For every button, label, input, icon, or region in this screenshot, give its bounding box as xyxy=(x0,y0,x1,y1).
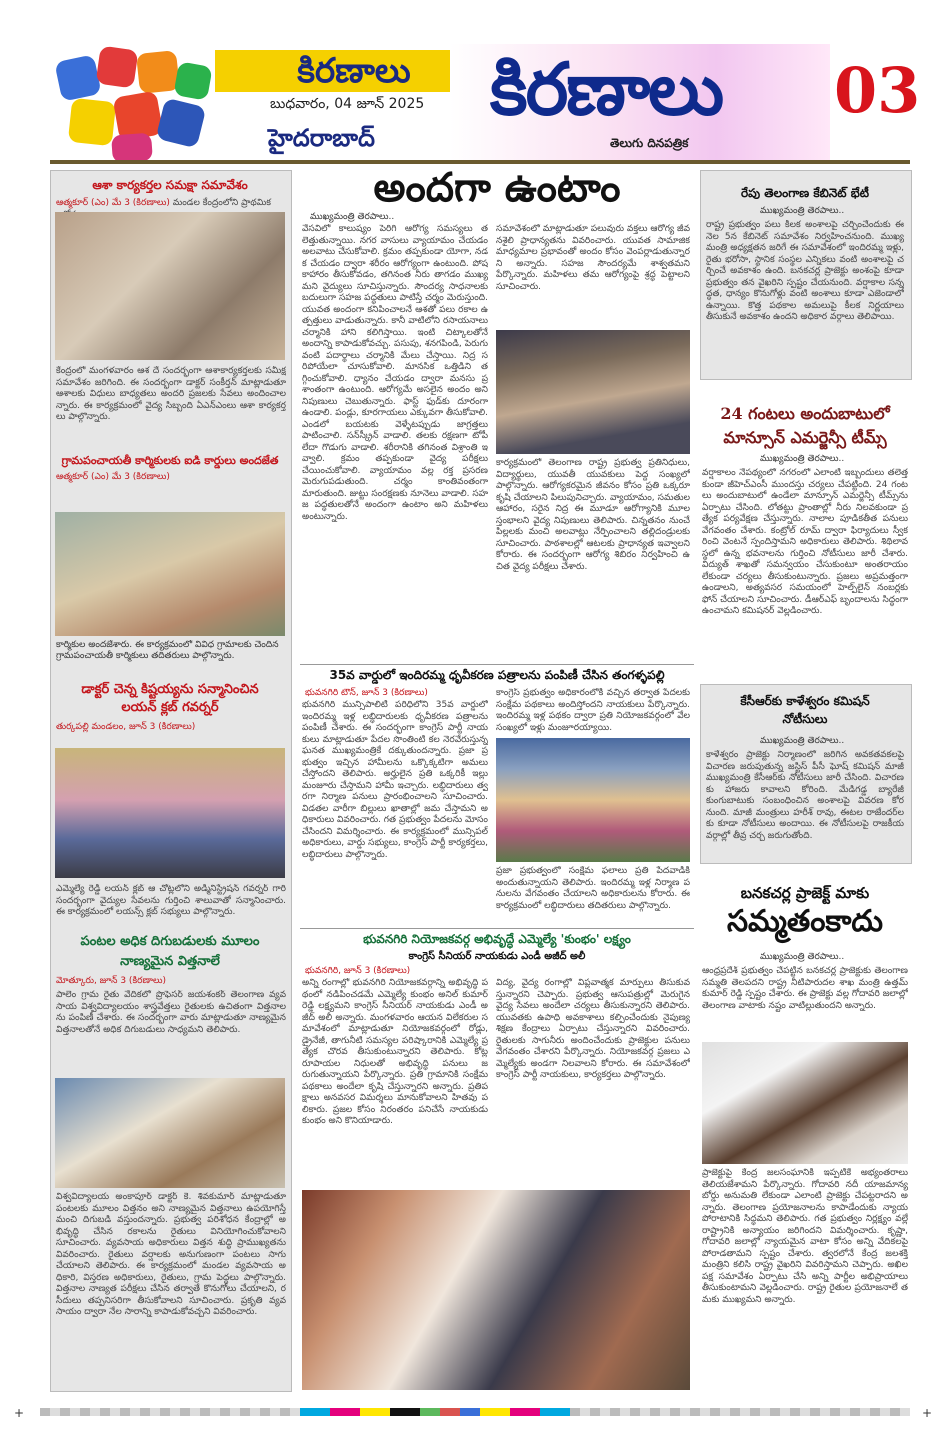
body-kumbham-col2: విద్య, వైద్య రంగాల్లో విప్లవాత్మక మార్పులు తీసుకువస్తున్నారని చెప్పారు. ప్రభుత్వ ఆసుపత్రుల్లో మెరుగైన వైద్య సేవలు అందేలా చర్యలు తీసుకున్నారని తెలిపారు. యువతకు ఉపాధి అవకాశాలు కల్పించేందుకు నైపుణ్య శిక్షణ కేంద్రాలు ఏర్పాటు చేస్తున్నారని వివరించారు. రైతులకు సాగునీరు అందించేందుకు ప్రాజెక్టుల పనులు వేగవంతం చేశారని పేర్కొన్నారు. నియోజకవర్గ ప్రజలు ఎమ్మెల్యేకు అండగా నిలవాలని కోరారు. ఈ సమావేశంలో కాంగ్రెస్ పార్టీ నాయకులు, కార్యకర్తలు పాల్గొన్నారు. xyxy=(496,978,690,1080)
photo-id-cards xyxy=(55,512,285,636)
body-banakacherla-2: ప్రాజెక్టుపై కేంద్ర జలసంఘానికి ఇప్పటికే అభ్యంతరాలు తెలియజేశామని పేర్కొన్నారు. గోదావరి నదీ యాజమాన్య బోర్డు అనుమతి లేకుండా ఎలాంటి ప్రాజెక్టు చేపట్టరాదని అన్నారు. తెలంగాణ ప్రయోజనాలను కాపాడేందుకు న్యాయపోరాటానికి సిద్ధమని తెలిపారు. గత ప్రభుత్వం నిర్లక్ష్యం వల్లే రాష్ట్రానికి అన్యాయం జరిగిందని విమర్శించారు. కృష్ణా, గోదావరి జలాల్లో న్యాయమైన వాటా కోసం అన్ని వేదికలపై పోరాడతామని స్పష్టం చేశారు. త్వరలోనే కేంద్ర జలశక్తి మంత్రిని కలిసి రాష్ట్ర వైఖరిని వివరిస్తామని చెప్పారు. అఖిలపక్ష సమావేశం ఏర్పాటు చేసి అన్ని పార్టీల అభిప్రాయాలు తీసుకుంటామని వెల్లడించారు. రాష్ట్ర రైతుల ప్రయోజనాలే తమకు ముఖ్యమని అన్నారు. xyxy=(702,1168,908,1305)
body-indiramma-col3: ప్రజా ప్రభుత్వంలో సంక్షేమ ఫలాలు ప్రతి పేదవాడికి అందుతున్నాయని తెలిపారు. ఇందిరమ్మ ఇళ్ల నిర్మాణ పనులను వేగవంతం చేయాలని అధికారులను కోరారు. ఈ కార్యక్రమంలో లబ్ధిదారులు తదితరులు పాల్గొన్నారు. xyxy=(496,866,690,911)
body-cabinet: రాష్ట్ర ప్రభుత్వం పలు కీలక అంశాలపై చర్చించేందుకు ఈ నెల 5న కేబినెట్ సమావేశం నిర్వహించనుంది. ముఖ్యమంత్రి అధ్యక్షతన జరిగే ఈ సమావేశంలో ఇందిరమ్మ ఇళ్లు, రైతు భరోసా, స్థానిక సంస్థల ఎన్నికలు వంటి అంశాలపై చర్చించే అవకాశం ఉంది. బనకచర్ల ప్రాజెక్టు అంశంపై కూడా ప్రభుత్వం తన వైఖరిని స్పష్టం చేయనుంది. వర్షాకాల సన్నద్ధత, ధాన్యం కొనుగోళ్లు వంటి అంశాలు కూడా ఎజెండాలో ఉన్నాయి. కొత్త పథకాల అమలుపై కీలక నిర్ణయాలు తీసుకునే అవకాశం ఉందని అధికార వర్గాలు తెలిపాయి. xyxy=(706,220,904,322)
byline-cabinet: ముఖ్యమంత్రి తెరపాలు.. xyxy=(760,206,845,216)
brand-logo-small: కిరణాలు xyxy=(215,50,493,92)
lead-headline: అందగా ఉంటాం xyxy=(373,164,621,211)
edition-city: హైదరాబాద్ xyxy=(268,124,375,152)
lead-byline: ముఖ్యమంత్రి తెరపాలు.. xyxy=(310,212,395,222)
body-indiramma-col2: కాంగ్రెస్ ప్రభుత్వం అధికారంలోకి వచ్చిన తర్వాత పేదలకు సంక్షేమ పథకాలు అందిస్తోందని నాయకులు పేర్కొన్నారు. ఇందిరమ్మ ఇళ్ల పథకం ద్వారా ప్రతి నియోజకవర్గంలో వేల సంఖ్యలో ఇళ్లు మంజూరయ్యాయి. xyxy=(496,688,690,733)
photo-lions-felicitation xyxy=(55,748,285,878)
lead-asha: మండల కేంద్రంలోని ప్రాథమిక xyxy=(172,198,271,208)
headline-banakacherla-1: బనకచర్ల ప్రాజెక్ట్ మాకు xyxy=(740,884,870,902)
headline-lions-1: డాక్టర్ చెన్న కిష్టయ్యను సన్మానించిన xyxy=(81,682,259,697)
divider xyxy=(300,664,694,665)
body-banakacherla-1: ఆంధ్రప్రదేశ్ ప్రభుత్వం చేపట్టిన బనకచర్ల ప్రాజెక్టుకు తెలంగాణ సమ్మతి తెలపదని రాష్ట్ర నీటిపారుదల శాఖ మంత్రి ఉత్తమ్ కుమార్ రెడ్డి స్పష్టం చేశారు. ఈ ప్రాజెక్టు వల్ల గోదావరి జలాల్లో తెలంగాణ వాటాకు నష్టం వాటిల్లుతుందని అన్నారు. xyxy=(702,966,908,1011)
subhead-kumbham: కాంగ్రెస్ సీనియర్ నాయకుడు ఎండీ అజీద్ అలీ xyxy=(408,951,586,962)
photo-certificate-handover xyxy=(302,1190,690,1390)
photo-indiramma-distribution xyxy=(496,738,690,862)
headline-seeds-1: పంటల అధిక దిగుబడులకు మూలం xyxy=(80,934,260,949)
body-asha: కేంద్రంలో మంగళవారం ఆశ దే సందర్భంగా ఆశాకార్యకర్తలకు సమీక్ష సమావేశం జరిగింది. ఈ సందర్భంగా డాక్టర్ సంకీర్తన్ మాట్లాడుతూ ఆశాలకు విధులు బాధ్యతలు అందరి ప్రజలకు సేవలు అందించాలన్నారు. ఈ కార్యక్రమంలో వైద్య సిబ్బంది ఏఎన్ఎంలు ఆశా కార్యకర్తలు పాల్గొన్నారు. xyxy=(56,366,286,422)
byline-lions: తుర్కపల్లి మండలం, జూన్ 3 (కిరణాలు) xyxy=(56,722,196,732)
headline-cabinet: రేపు తెలంగాణ కేబినెట్ భేటీ xyxy=(741,186,869,200)
headline-asha: ఆశా కార్యకర్తల సమక్షా సమావేశం xyxy=(92,178,248,192)
body-indiramma-col1: భువనగిరి మున్సిపాలిటీ పరిధిలోని 35వ వార్డులో ఇందిరమ్మ ఇళ్ల లబ్ధిదారులకు ధృవీకరణ పత్రాలను పంపిణీ చేశారు. ఈ సందర్భంగా కాంగ్రెస్ పార్టీ నాయకులు మాట్లాడుతూ పేదల సొంతింటి కల నెరవేరుస్తున్న ఘనత ముఖ్యమంత్రికే దక్కుతుందన్నారు. ప్రజా ప్రభుత్వం ఇచ్చిన హామీలను ఒక్కొక్కటిగా అమలు చేస్తోందని తెలిపారు. అర్హులైన ప్రతి ఒక్కరికీ ఇల్లు మంజూరు చేస్తామని హామీ ఇచ్చారు. లబ్ధిదారులు త్వరగా నిర్మాణ పనులు ప్రారంభించాలని సూచించారు. విడతల వారీగా బిల్లులు ఖాతాల్లో జమ చేస్తామని అధికారులు వివరించారు. గత ప్రభుత్వం పేదలను మోసం చేసిందని విమర్శించారు. ఈ కార్యక్రమంలో మున్సిపల్ అధికారులు, వార్డు సభ్యులు, కాంగ్రెస్ పార్టీ కార్యకర్తలు, లబ్ధిదారులు పాల్గొన్నారు. xyxy=(302,700,488,860)
brand-logo-large: కిరణాలు xyxy=(490,46,723,131)
photo-minister-portrait xyxy=(702,1042,908,1164)
body-lions: ఎమ్మెల్యే రెడ్డి లయన్ క్లబ్ ఆ చోట్లలోని అడ్మినిస్ట్రేషన్ గవర్నర్ గారి సందర్భంగా వైద్యుల సేవలను గుర్తించి శాలువాతో సన్మానించారు. ఈ కార్యక్రమంలో లయన్స్ క్లబ్ సభ్యులు పాల్గొన్నారు. xyxy=(56,884,286,917)
issue-date: బుధవారం, 04 జూన్ 2025 xyxy=(270,96,425,112)
body-monsoon: వర్షాకాలం నేపథ్యంలో నగరంలో ఎలాంటి ఇబ్బందులు తలెత్తకుండా జీహెచ్ఎంసీ ముందస్తు చర్యలు చేపట్టింది. 24 గంటలు అందుబాటులో ఉండేలా మాన్సూన్ ఎమర్జెన్సీ టీమ్స్‌ను ఏర్పాటు చేసింది. లోతట్టు ప్రాంతాల్లో నీరు నిలవకుండా ప్రత్యేక పర్యవేక్షణ చేస్తున్నారు. నాలాల పూడికతీత పనులు వేగవంతం చేశారు. కంట్రోల్ రూమ్ ద్వారా ఫిర్యాదులు స్వీకరించి వెంటనే స్పందిస్తామని అధికారులు తెలిపారు. శిథిలావస్థలో ఉన్న భవనాలను గుర్తించి నోటీసులు జారీ చేశారు. విద్యుత్ శాఖతో సమన్వయం చేసుకుంటూ అంతరాయం లేకుండా చర్యలు తీసుకుంటున్నారు. ప్రజలు అప్రమత్తంగా ఉండాలని, అత్యవసర సమయంలో హెల్ప్‌లైన్ నంబర్లకు ఫోన్ చేయాలని సూచించారు. డీఆర్ఎఫ్ బృందాలను సిద్ధంగా ఉంచామని కమిషనర్ వెల్లడించారు. xyxy=(702,468,908,616)
lead-body-col3: కార్యక్రమంలో తెలంగాణ రాష్ట్ర ప్రభుత్వ ప్రతినిధులు, విద్యార్థులు, యువతీ యువకులు పెద్ద సంఖ్యలో పాల్గొన్నారు. ఆరోగ్యకరమైన జీవనం కోసం ప్రతి ఒక్కరూ కృషి చేయాలని పిలుపునిచ్చారు. వ్యాయామం, సమతుల ఆహారం, సరైన నిద్ర ఈ మూడూ ఆరోగ్యానికి మూలస్తంభాలని వైద్య నిపుణులు తెలిపారు. చిన్నతనం నుంచే పిల్లలకు మంచి అలవాట్లు నేర్పించాలని తల్లిదండ్రులకు సూచించారు. పాఠశాలల్లో ఆటలకు ప్రాధాన్యత ఇవ్వాలని కోరారు. ఈ సందర్భంగా ఆరోగ్య శిబిరం నిర్వహించి ఉచిత వైద్య పరీక్షలు చేశారు. xyxy=(496,458,690,572)
headline-banakacherla-2: సమ్మతంకాదు xyxy=(727,904,883,939)
byline-monsoon: ముఖ్యమంత్రి తెరపాలు.. xyxy=(760,454,845,464)
lead-body-col1: వేసవిలో కాలుష్యం పెరిగి ఆరోగ్య సమస్యలు తలెత్తుతున్నాయి. నగర వాసులు వ్యాయామం చేయడం అలవాటు చేసుకోవాలి. క్రమం తప్పకుండా యోగా, నడక చేయడం ద్వారా శరీరం ఆరోగ్యంగా ఉంటుంది. పోషకాహారం తీసుకోవడం, తగినంత నీరు తాగడం ముఖ్యమని వైద్యులు సూచిస్తున్నారు. సౌందర్య సాధనాలకు బదులుగా సహజ పద్ధతులు పాటిస్తే చర్మం మెరుస్తుంది. యువత అందంగా కనిపించాలనే ఆశతో పలు రకాల ఉత్పత్తులు వాడుతున్నారు. కానీ వాటిలోని రసాయనాలు చర్మానికి హాని కలిగిస్తాయి. ఇంటి చిట్కాలతోనే అందాన్ని కాపాడుకోవచ్చు. పసుపు, శనగపిండి, పెరుగు వంటి పదార్థాలు చర్మానికి మేలు చేస్తాయి. నిద్ర సరిపోయేలా చూసుకోవాలి. మానసిక ఒత్తిడిని తగ్గించుకోవాలి. ధ్యానం చేయడం ద్వారా మనసు ప్రశాంతంగా ఉంటుంది. ఆరోగ్యమే అసలైన అందం అని నిపుణులు చెబుతున్నారు. ఫాస్ట్ ఫుడ్‌కు దూరంగా ఉండాలి. పండ్లు, కూరగాయలు ఎక్కువగా తీసుకోవాలి. ఎండలో బయటకు వెళ్ళేటప్పుడు జాగ్రత్తలు పాటించాలి. సన్‌స్క్రీన్ వాడాలి. తలకు రక్షణగా టోపీ లేదా గొడుగు వాడాలి. శరీరానికి తగినంత విశ్రాంతి ఇవ్వాలి. క్రమం తప్పకుండా వైద్య పరీక్షలు చేయించుకోవాలి. వ్యాయామం వల్ల రక్త ప్రసరణ మెరుగుపడుతుంది. చర్మం కాంతివంతంగా మారుతుంది. జుట్టు సంరక్షణకు నూనెలు వాడాలి. సహజ పద్ధతులతోనే అందంగా ఉంటాం అని మహిళలు అంటున్నారు. xyxy=(302,224,488,522)
photo-audience xyxy=(496,330,690,454)
lead-body-col2: సమావేశంలో మాట్లాడుతూ పలువురు వక్తలు ఆరోగ్య జీవనశైలి ప్రాధాన్యతను వివరించారు. యువత సామాజిక మాధ్యమాల ప్రభావంతో అందం కోసం వెంపర్లాడుతున్నారని అన్నారు. సహజ సౌందర్యమే శాశ్వతమని పేర్కొన్నారు. మహిళలు తమ ఆరోగ్యంపై శ్రద్ధ పెట్టాలని సూచించారు. xyxy=(496,224,690,292)
headline-kaleshwaram-2: నోటీసులు xyxy=(782,712,828,726)
headline-kaleshwaram-1: కేసీఆర్‌కు కాళేశ్వరం కమిషన్ xyxy=(740,694,870,708)
divider xyxy=(300,928,694,929)
tagline: తెలుగు దినపత్రిక xyxy=(610,136,689,150)
body-seeds-continued: విశ్వవిద్యాలయ అంకాపూర్ డాక్టర్ కె. శివకుమార్ మాట్లాడుతూ పంటలకు మూలం విత్తనం అని నాణ్యమైన విత్తనాలు ఉపయోగిస్తే మంచి దిగుబడి వస్తుందన్నారు. ప్రభుత్వ పరిశోధన కేంద్రాల్లో అభివృద్ధి చేసిన రకాలను రైతులు వినియోగించుకోవాలని సూచించారు. వ్యవసాయ అధికారులు విత్తన శుద్ధి ప్రాముఖ్యతను వివరించారు. రైతులు వర్షాలకు అనుగుణంగా పంటలు సాగు చేయాలని తెలిపారు. ఈ కార్యక్రమంలో మండల వ్యవసాయ అధికారి, విస్తరణ అధికారులు, రైతులు, గ్రామ పెద్దలు పాల్గొన్నారు. విత్తనాల నాణ్యత పరీక్షలు చేసిన తర్వాతే కొనుగోలు చేయాలని, రసీదులు తప్పనిసరిగా తీసుకోవాలని సూచించారు. ప్రకృతి వ్యవసాయం ద్వారా నేల సారాన్ని కాపాడుకోవచ్చని వివరించారు. xyxy=(56,1192,286,1317)
photo-asha-meeting xyxy=(55,212,285,360)
byline-id-cards: ఆత్మకూర్ (ఎం) మే 3 (కిరణాలు) xyxy=(56,472,170,482)
byline-seeds: మోత్కూరు, జూన్ 3 (కిరణాలు) xyxy=(56,976,166,986)
body-kumbham-col1: అన్ని రంగాల్లో భువనగిరి నియోజకవర్గాన్ని అభివృద్ధి పథంలో నడిపించడమే ఎమ్మెల్యే కుంభం అనిల్ కుమార్ రెడ్డి లక్ష్యమని కాంగ్రెస్ సీనియర్ నాయకుడు ఎండీ అజీద్ అలీ అన్నారు. మంగళవారం ఆయన విలేకరుల సమావేశంలో మాట్లాడుతూ నియోజకవర్గంలో రోడ్లు, డ్రైనేజీ, తాగునీటి సమస్యల పరిష్కారానికి ఎమ్మెల్యే ప్రత్యేక చొరవ తీసుకుంటున్నారని తెలిపారు. కోట్ల రూపాయల నిధులతో అభివృద్ధి పనులు జరుగుతున్నాయని పేర్కొన్నారు. ప్రతి గ్రామానికి సంక్షేమ పథకాలు అందేలా కృషి చేస్తున్నారని అన్నారు. ప్రతిపక్షాలు అనవసర విమర్శలు మానుకోవాలని హితవు పలికారు. ప్రజల కోసం నిరంతరం పనిచేసే నాయకుడు కుంభం అని కొనియాడారు. xyxy=(302,978,488,1126)
caption-id-cards: కార్మికుల అందజేశారు. ఈ కార్యక్రమంలో వివిధ గ్రామాలకు చెందిన గ్రామపంచాయతీ కార్మికులు తదితరులు పాల్గొన్నారు. xyxy=(56,640,279,661)
headline-indiramma: 35వ వార్డులో ఇందిరమ్మ ధృవీకరణ పత్రాలను పంపిణీ చేసిన తంగళ్ళపల్లి xyxy=(329,668,665,682)
headline-monsoon-2: మాన్సూన్ ఎమర్జెన్సీ టీమ్స్ xyxy=(723,428,887,447)
headline-monsoon-1: 24 గంటలు అందుబాటులో xyxy=(720,404,890,423)
masthead xyxy=(50,44,921,164)
byline-banakacherla: ముఖ్యమంత్రి తెరపాలు.. xyxy=(760,952,845,962)
byline-kaleshwaram: ముఖ్యమంత్రి తెరపాలు.. xyxy=(760,736,845,746)
byline-asha: ఆత్మకూర్ (ఎం) మే 3 (కిరణాలు) xyxy=(56,198,170,208)
byline-indiramma: భువనగిరి టౌన్, జూన్ 3 (కిరణాలు) xyxy=(305,688,428,698)
print-registration-bar: + + xyxy=(14,1406,933,1420)
page-number: 03 xyxy=(834,54,921,127)
photo-seeds-distribution xyxy=(55,1078,285,1188)
headline-kumbham: భువనగిరి నియోజకవర్గ అభివృద్ధే ఎమ్మెల్యే 'కుంభం' లక్ష్యం xyxy=(363,932,631,946)
body-seeds: పాలెం గ్రామ రైతు వేదికలో ప్రొఫెసర్ జయశంకర్ తెలంగాణ వ్యవసాయ విశ్వవిద్యాలయం శాస్త్రవేత్తలు రైతులకు ఉచితంగా విత్తనాలను పంపిణీ చేశారు. ఈ సందర్భంగా వారు మాట్లాడుతూ నాణ్యమైన విత్తనాలతోనే అధిక దిగుబడులు సాధ్యమని తెలిపారు. xyxy=(56,990,286,1035)
body-kaleshwaram: కాళేశ్వరం ప్రాజెక్టు నిర్మాణంలో జరిగిన అవకతవకలపై విచారణ జరుపుతున్న జస్టిస్ పీసీ ఘోష్ కమిషన్ మాజీ ముఖ్యమంత్రి కేసీఆర్‌కు నోటీసులు జారీ చేసింది. విచారణకు హాజరు కావాలని కోరింది. మేడిగడ్డ బ్యారేజీ కుంగుబాటుకు సంబంధించిన అంశాలపై వివరణ కోరనుంది. మాజీ మంత్రులు హరీశ్ రావు, ఈటల రాజేందర్‌లకు కూడా నోటీసులు అందాయి. ఈ నోటీసులపై రాజకీయ వర్గాల్లో తీవ్ర చర్చ జరుగుతోంది. xyxy=(706,750,904,841)
headline-lions-2: లయన్ క్లబ్ గవర్నర్ xyxy=(121,700,219,715)
headline-id-cards: గ్రామపంచాయతీ కార్మికులకు ఐడి కార్డులు అందజేత xyxy=(61,454,279,467)
headline-seeds-2: నాణ్యమైన విత్తనాలే xyxy=(120,954,220,969)
byline-kumbham: భువనగిరి, జూన్ 3 (కిరణాలు) xyxy=(305,966,411,976)
social-media-cubes-illustration xyxy=(50,44,215,164)
